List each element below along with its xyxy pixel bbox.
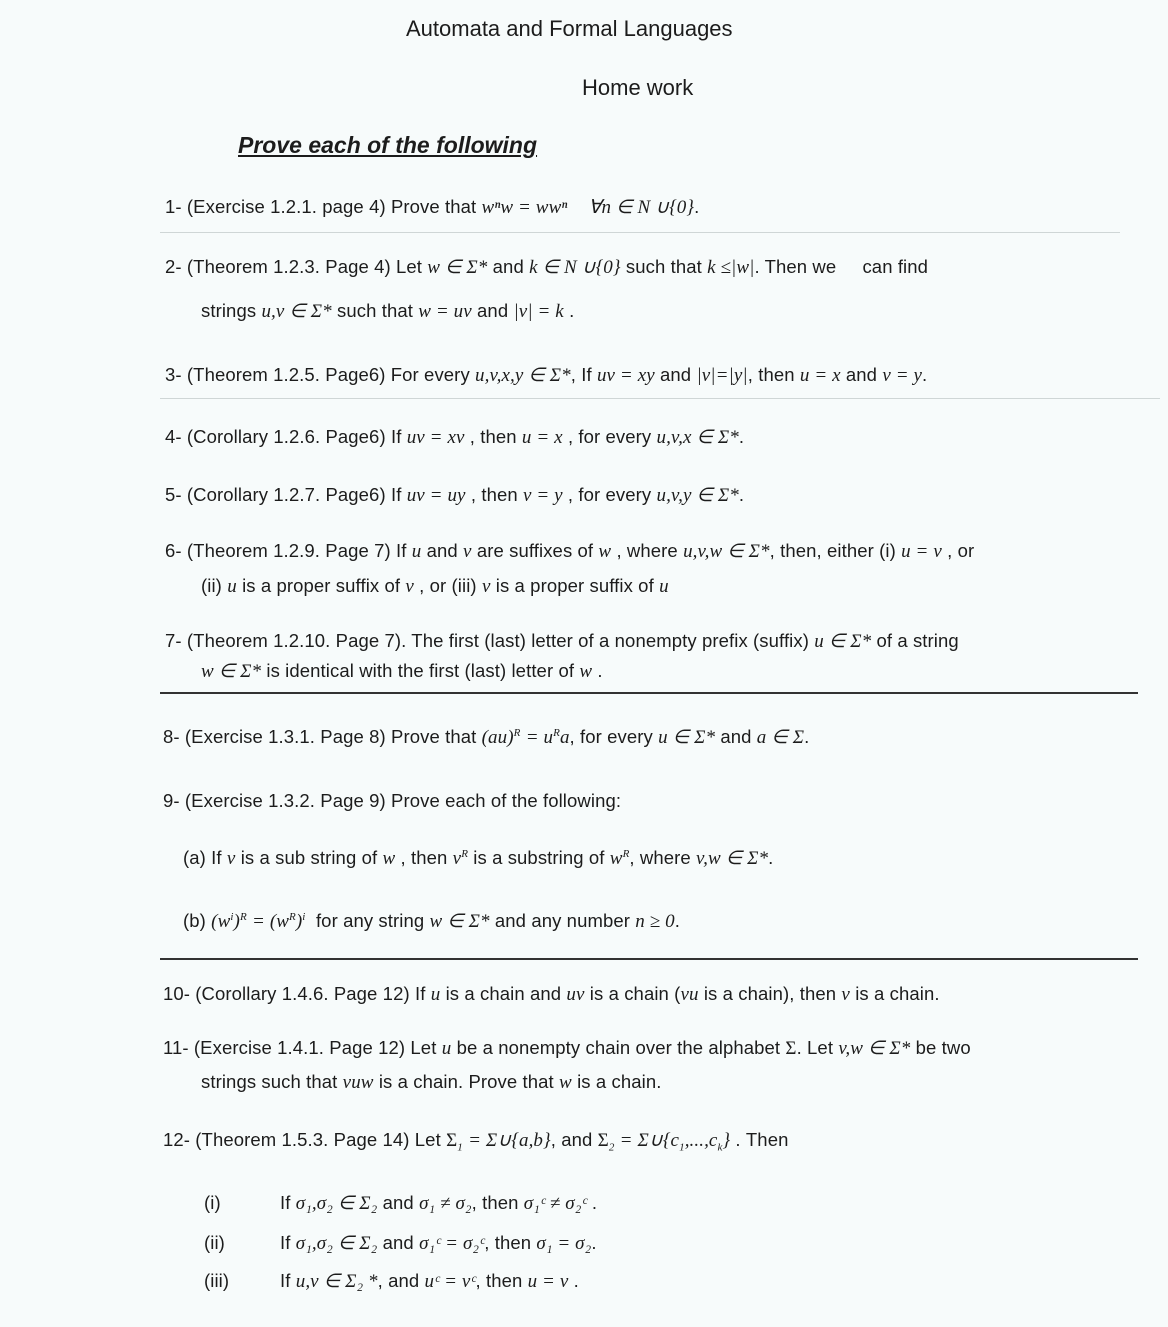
- item-text: is a chain (: [589, 983, 681, 1004]
- math-expr: u,v,x,y ∈ Σ*: [475, 365, 571, 386]
- sub-item-label: (a): [183, 847, 206, 868]
- item-12-ii: [280, 1232, 597, 1255]
- item-9a: [183, 847, 773, 870]
- math-expr: w ∈ Σ*: [429, 911, 490, 932]
- math-expr: u: [659, 576, 669, 597]
- item-text: is a sub string of: [240, 847, 378, 868]
- math-expr: = u: [525, 727, 554, 748]
- item-text: If: [280, 1192, 291, 1213]
- math-expr: uᶜ = vᶜ: [424, 1271, 476, 1292]
- item-text: If: [280, 1232, 291, 1253]
- item-text: If: [390, 426, 402, 447]
- item-6-line-2: [201, 575, 669, 598]
- item-12-i: [280, 1192, 597, 1215]
- math-expr: w: [609, 848, 623, 869]
- item-11-line-2: [201, 1071, 661, 1094]
- item-text: and: [845, 364, 878, 385]
- punct: .: [569, 300, 575, 321]
- math-expr: u,v ∈ Σ₂ *: [295, 1271, 378, 1292]
- math-expr: σ₁ ≠ σ₂: [419, 1193, 472, 1214]
- item-text: be a nonempty chain over the alphabet: [456, 1037, 781, 1058]
- math-expr: w: [559, 1072, 572, 1093]
- item-text: can find: [862, 256, 929, 277]
- math-expr: u,v ∈ Σ*: [261, 301, 332, 322]
- math-expr: w = uv: [418, 301, 472, 322]
- punct: .: [674, 910, 680, 931]
- math-expr: Σ: [446, 1130, 458, 1151]
- math-expr: uv = uy: [406, 485, 466, 506]
- item-number: 6-: [165, 540, 182, 561]
- math-expr: k ∈ N ∪{0}: [529, 257, 621, 278]
- superscript: R: [239, 910, 247, 923]
- item-text: , for every: [567, 484, 652, 505]
- item-number: 2-: [165, 256, 182, 277]
- superscript: R: [553, 726, 560, 739]
- item-text: Prove that: [391, 726, 477, 747]
- math-expr: Σ: [785, 1038, 797, 1059]
- item-text: is a chain and: [445, 983, 562, 1004]
- item-8: [163, 726, 809, 749]
- item-2: [165, 256, 928, 279]
- item-ref: (Exercise 1.2.1. page 4): [186, 196, 386, 217]
- subscript: k: [717, 1141, 723, 1154]
- punct: .: [804, 726, 810, 747]
- item-12: [163, 1129, 788, 1154]
- item-text: , or (iii): [419, 575, 477, 596]
- item-text: , where: [629, 847, 691, 868]
- math-expr: u = v: [901, 541, 942, 562]
- item-text: , then, either (i): [769, 540, 896, 561]
- item-text: If: [280, 1270, 291, 1291]
- item-ref: (Theorem 1.2.5. Page6): [186, 364, 386, 385]
- item-ref: (Corollary 1.2.6. Page6): [186, 426, 386, 447]
- math-expr: |v| = k: [513, 301, 564, 322]
- item-text: , then: [471, 1192, 519, 1213]
- superscript: i: [230, 910, 234, 923]
- item-text: and: [382, 1232, 414, 1253]
- math-expr: vuw: [342, 1072, 374, 1093]
- item-text: and: [660, 364, 692, 385]
- item-text: If: [211, 847, 222, 868]
- item-text: , and: [377, 1270, 420, 1291]
- math-expr: v = y: [882, 365, 922, 386]
- item-text: and: [477, 300, 509, 321]
- item-text: Let: [414, 1129, 441, 1150]
- math-expr: = Σ∪{a,b}: [468, 1130, 551, 1151]
- item-text: The first (last) letter of a nonempty prefix (suffix): [411, 630, 809, 651]
- superscript: R: [289, 910, 296, 923]
- math-expr: u: [411, 541, 422, 562]
- scan-line: [160, 232, 1120, 233]
- item-number: 7-: [165, 630, 182, 651]
- item-text: , then: [747, 364, 795, 385]
- item-10: [163, 983, 940, 1006]
- item-text: . Then: [735, 1129, 789, 1150]
- math-expr: ): [295, 911, 303, 932]
- item-text: strings such that: [201, 1071, 338, 1092]
- item-number: 10-: [163, 983, 191, 1004]
- item-text: such that: [625, 256, 702, 277]
- item-1: [165, 196, 699, 219]
- item-text: are suffixes of: [476, 540, 594, 561]
- math-expr: u = x: [521, 427, 563, 448]
- item-text: is a proper suffix of: [242, 575, 401, 596]
- item-11: [163, 1037, 971, 1060]
- item-text: be two: [915, 1037, 971, 1058]
- item-ref: (Theorem 1.5.3. Page 14): [195, 1129, 410, 1150]
- item-text: . Then we: [754, 256, 837, 277]
- math-expr: w ∈ Σ*: [201, 661, 262, 682]
- item-3: [165, 364, 927, 387]
- math-expr: σ₁ᶜ ≠ σ₂ᶜ: [523, 1193, 587, 1214]
- math-expr: σ₁ = σ₂: [536, 1233, 592, 1254]
- item-ref: (Corollary 1.2.7. Page6): [186, 484, 386, 505]
- math-expr: wⁿw = wwⁿ: [481, 197, 568, 218]
- item-text: is a chain.: [855, 983, 940, 1004]
- punct: .: [573, 1270, 579, 1291]
- section-divider: [160, 958, 1138, 960]
- item-text: such that: [337, 300, 414, 321]
- math-expr: uv: [566, 984, 585, 1005]
- math-expr: v,w ∈ Σ*: [696, 848, 769, 869]
- math-expr: v: [481, 576, 491, 597]
- instruction-heading: Prove each of the following: [238, 132, 538, 158]
- item-12-iii-label: (iii): [204, 1270, 230, 1291]
- math-expr: w: [598, 541, 612, 562]
- math-expr: uv = xy: [596, 365, 655, 386]
- item-ref: (Exercise 1.4.1. Page 12): [193, 1037, 406, 1058]
- item-ref: (Exercise 1.3.1. Page 8): [184, 726, 386, 747]
- math-expr: w: [382, 848, 396, 869]
- item-9: [163, 790, 621, 812]
- item-text: is identical with the first (last) letter of: [266, 660, 575, 681]
- math-expr: u: [441, 1038, 452, 1059]
- math-expr: (w: [211, 911, 231, 932]
- item-ref: (Theorem 1.2.3. Page 4): [186, 256, 391, 277]
- item-text: , then: [469, 426, 517, 447]
- math-expr: n ≥ 0: [635, 911, 675, 932]
- item-number: 12-: [163, 1129, 191, 1150]
- item-ref: (Theorem 1.2.10. Page 7).: [186, 630, 407, 651]
- math-expr: u,v,w ∈ Σ*: [683, 541, 770, 562]
- math-expr: ): [233, 911, 240, 932]
- punct: .: [768, 847, 774, 868]
- math-expr: uv = xv: [406, 427, 465, 448]
- punct: .: [597, 660, 603, 681]
- math-expr: u ∈ Σ*: [658, 727, 716, 748]
- math-expr: w: [579, 661, 593, 682]
- math-expr: ,...,c: [684, 1130, 718, 1151]
- superscript: i: [302, 910, 306, 923]
- item-4: [165, 426, 744, 449]
- item-text: If: [390, 484, 402, 505]
- superscript: R: [622, 847, 630, 860]
- math-expr: a: [559, 727, 570, 748]
- item-text: for any string: [315, 910, 425, 931]
- item-text: Let: [410, 1037, 437, 1058]
- math-expr: v: [226, 848, 236, 869]
- math-expr: u = v: [527, 1271, 569, 1292]
- item-text: strings: [201, 300, 257, 321]
- math-expr: u ∈ Σ*: [814, 631, 872, 652]
- subscript: 2: [608, 1141, 615, 1154]
- item-text: , then: [400, 847, 448, 868]
- subscript: 1: [457, 1141, 463, 1154]
- item-number: 3-: [165, 364, 182, 385]
- math-expr: v,w ∈ Σ*: [838, 1038, 911, 1059]
- item-text: , for every: [567, 426, 652, 447]
- item-text: , then: [484, 1232, 532, 1253]
- item-6: [165, 540, 974, 563]
- item-7-line-2: [201, 660, 603, 683]
- math-expr: v: [841, 984, 850, 1005]
- item-text: and: [426, 540, 458, 561]
- item-ref: (Exercise 1.3.2. Page 9): [184, 790, 386, 811]
- item-text: is a chain. Prove that: [378, 1071, 554, 1092]
- document-subtitle: Home work: [582, 75, 694, 100]
- subscript: 1: [679, 1141, 685, 1154]
- superscript: R: [513, 726, 521, 739]
- item-number: 8-: [163, 726, 180, 747]
- punct: .: [922, 364, 928, 385]
- math-expr: u,v,y ∈ Σ*: [656, 485, 739, 506]
- math-expr: ∀n ∈ N ∪{0}: [588, 197, 695, 218]
- item-text: , where: [616, 540, 678, 561]
- item-text: , If: [570, 364, 592, 385]
- math-expr: σ₁,σ₂ ∈ Σ₂: [295, 1233, 378, 1254]
- math-expr: σ₁,σ₂ ∈ Σ₂: [295, 1193, 378, 1214]
- document-title: Automata and Formal Languages: [406, 16, 733, 41]
- item-12-iii: [280, 1270, 579, 1293]
- math-expr: }: [722, 1130, 731, 1151]
- item-text: , and: [550, 1129, 593, 1150]
- punct: .: [694, 196, 700, 217]
- item-number: 11-: [163, 1037, 189, 1058]
- item-text: , then: [475, 1270, 523, 1291]
- math-expr: u: [227, 576, 237, 597]
- math-expr: v: [463, 541, 472, 562]
- item-number: 9-: [163, 790, 180, 811]
- punct: .: [591, 1192, 598, 1213]
- sub-item-label: (b): [183, 910, 206, 931]
- item-text: Prove each of the following:: [391, 790, 622, 811]
- scan-line: [160, 398, 1160, 399]
- math-expr: (au): [481, 727, 514, 748]
- item-text: . Let: [796, 1037, 834, 1058]
- item-text: , for every: [569, 726, 653, 747]
- item-text: (ii): [201, 575, 222, 596]
- math-expr: k ≤|w|: [707, 257, 755, 278]
- item-text: For every: [390, 364, 470, 385]
- item-text: , or: [947, 540, 975, 561]
- item-12-i-label: (i): [204, 1192, 221, 1213]
- item-text: Let: [396, 256, 423, 277]
- item-2-line-2: [201, 300, 574, 323]
- item-text: and: [492, 256, 524, 277]
- item-ref: (Corollary 1.4.6. Page 12): [195, 983, 410, 1004]
- item-text: and: [720, 726, 752, 747]
- item-text: is a chain), then: [703, 983, 837, 1004]
- math-expr: Σ: [597, 1130, 609, 1151]
- item-text: is a proper suffix of: [495, 575, 654, 596]
- punct: .: [738, 484, 745, 505]
- math-expr: a ∈ Σ: [756, 727, 805, 748]
- math-expr: = (w: [252, 911, 290, 932]
- item-text: is a chain.: [577, 1071, 662, 1092]
- superscript: R: [461, 847, 469, 860]
- math-expr: v = y: [522, 485, 563, 506]
- item-number: 5-: [165, 484, 182, 505]
- math-expr: = Σ∪{c: [619, 1130, 680, 1151]
- item-text: and: [382, 1192, 414, 1213]
- item-number: 4-: [165, 426, 182, 447]
- item-text: , then: [470, 484, 518, 505]
- math-expr: |v|=|y|: [696, 365, 748, 386]
- item-7: [165, 630, 959, 653]
- math-expr: vu: [680, 984, 699, 1005]
- math-expr: u = x: [799, 365, 841, 386]
- item-5: [165, 484, 744, 507]
- item-ref: (Theorem 1.2.9. Page 7): [186, 540, 391, 561]
- math-expr: v: [405, 576, 414, 597]
- math-expr: u: [430, 984, 441, 1005]
- math-expr: v: [452, 848, 462, 869]
- item-text: of a string: [876, 630, 959, 651]
- item-text: and any number: [494, 910, 631, 931]
- item-text: Prove that: [390, 196, 477, 217]
- math-expr: w ∈ Σ*: [427, 257, 488, 278]
- punct: .: [738, 426, 745, 447]
- math-expr: u,v,x ∈ Σ*: [656, 427, 739, 448]
- math-expr: σ₁ᶜ = σ₂ᶜ: [419, 1233, 485, 1254]
- item-text: is a substring of: [473, 847, 605, 868]
- item-text: If: [414, 983, 426, 1004]
- item-number: 1-: [165, 196, 182, 217]
- punct: .: [591, 1232, 597, 1253]
- item-9b: [183, 910, 680, 933]
- item-text: If: [396, 540, 407, 561]
- section-divider: [160, 692, 1138, 694]
- item-12-ii-label: (ii): [204, 1232, 225, 1253]
